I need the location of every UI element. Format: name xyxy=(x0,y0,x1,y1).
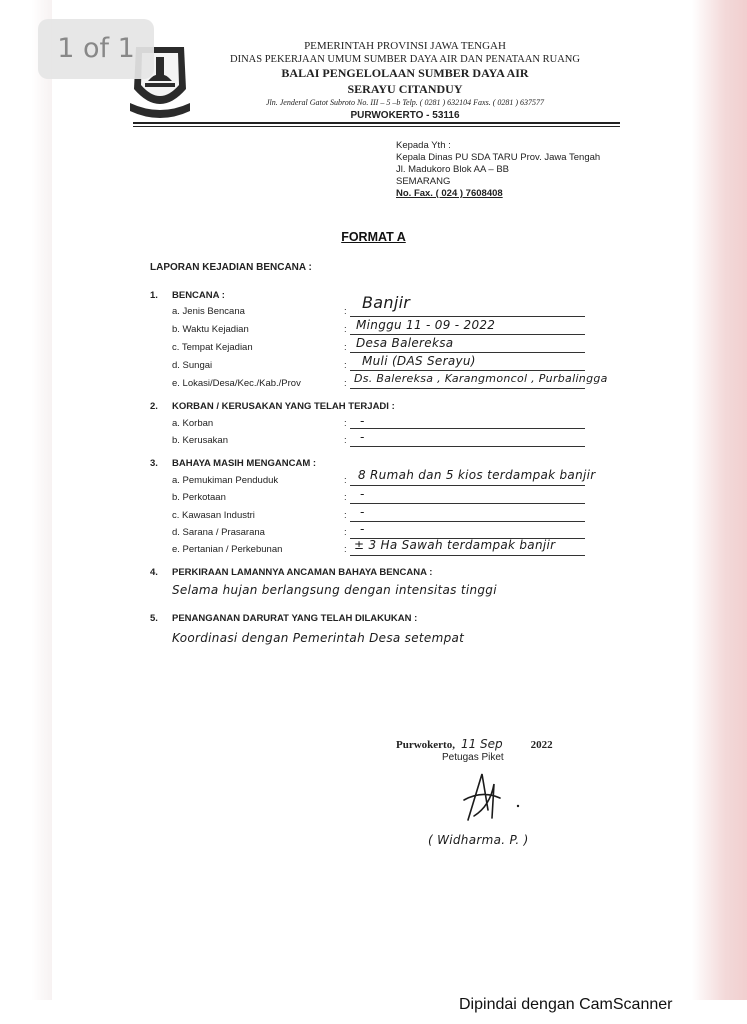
section-4-heading: 4. PERKIRAAN LAMANNYA ANCAMAN BAHAYA BENCANA : xyxy=(150,567,433,578)
letterhead-agency: BALAI PENGELOLAAN SUMBER DAYA AIR xyxy=(281,66,529,80)
addressee-street: Jl. Madukoro Blok AA – BB xyxy=(396,164,510,175)
letterhead xyxy=(190,40,620,123)
field-label-tempat-kejadian: c. Tempat Kejadian xyxy=(172,342,253,353)
addressee-recipient: Kepala Dinas PU SDA TARU Prov. Jawa Tengah xyxy=(396,152,601,163)
field-value-perkotaan: - xyxy=(360,487,365,501)
paper-shadow-left xyxy=(0,0,52,1000)
letterhead-rule-thick xyxy=(133,122,620,124)
field-label-pemukiman: a. Pemukiman Penduduk xyxy=(172,475,279,486)
field-value-waktu-kejadian: Minggu 11 - 09 - 2022 xyxy=(356,318,496,332)
page-count-badge: 1 of 1 xyxy=(38,19,154,79)
format-title: FORMAT A xyxy=(341,230,406,244)
field-value-lokasi: Ds. Balereksa , Karangmoncol , Purbalingga xyxy=(354,372,608,385)
field-label-pertanian: e. Pertanian / Perkebunan xyxy=(172,544,283,555)
place-date xyxy=(396,737,553,751)
field-label-jenis-bencana: a. Jenis Bencana xyxy=(172,306,245,317)
signer-name: ( Widharma. P. ) xyxy=(428,833,529,847)
field-label-sarana-prasarana: d. Sarana / Prasarana xyxy=(172,527,265,538)
place: Purwokerto, xyxy=(396,739,455,751)
section-2-heading: 2. KORBAN / KERUSAKAN YANG TELAH TERJADI : xyxy=(150,401,395,412)
handwritten-signature xyxy=(438,770,528,825)
field-label-lokasi: e. Lokasi/Desa/Kec./Kab./Prov xyxy=(172,378,301,389)
year: 2022 xyxy=(530,739,553,751)
paper-shadow-right xyxy=(692,0,747,1000)
report-title: LAPORAN KEJADIAN BENCANA : xyxy=(150,262,312,273)
field-label-kawasan-industri: c. Kawasan Industri xyxy=(172,510,255,521)
addressee-fax: No. Fax. ( 024 ) 7608408 xyxy=(396,188,503,199)
field-value-korban: - xyxy=(360,414,365,428)
addressee-city: SEMARANG xyxy=(396,176,451,187)
field-value-kawasan-industri: - xyxy=(360,505,365,519)
letterhead-address: Jln. Jenderal Gatot Subroto No. III – 5 –b Telp. ( 0281 ) 632104 Faxs. ( 0281 ) 637577 xyxy=(265,98,545,107)
field-value-pemukiman: 8 Rumah dan 5 kios terdampak banjir xyxy=(358,468,596,482)
field-label-sungai: d. Sungai xyxy=(172,360,213,371)
letterhead-division: SERAYU CITANDUY xyxy=(347,82,463,96)
letterhead-rule-thin xyxy=(133,126,620,127)
field-value-sarana-prasarana: - xyxy=(360,522,365,536)
field-value-kerusakan: - xyxy=(360,430,365,444)
field-value-tempat-kejadian: Desa Balereksa xyxy=(356,336,454,350)
officer-title: Petugas Piket xyxy=(442,752,504,763)
section-1-heading: 1. BENCANA : xyxy=(150,290,225,301)
field-value-sungai: Muli (DAS Serayu) xyxy=(362,354,476,368)
field-label-perkotaan: b. Perkotaan xyxy=(172,492,226,503)
field-label-korban: a. Korban xyxy=(172,418,214,429)
field-value-perkiraan-ancaman: Selama hujan berlangsung dengan intensitas tinggi xyxy=(172,583,497,597)
addressee-salutation: Kepada Yth : xyxy=(396,140,451,151)
section-5-heading: 5. PENANGANAN DARURAT YANG TELAH DILAKUKAN : xyxy=(150,613,418,624)
addressee-block xyxy=(396,140,600,200)
date-handwritten: 11 Sep xyxy=(460,737,503,751)
letterhead-city: PURWOKERTO - 53116 xyxy=(350,110,460,121)
field-label-waktu-kejadian: b. Waktu Kejadian xyxy=(172,324,249,335)
field-value-jenis-bencana: Banjir xyxy=(362,293,411,312)
field-value-pertanian: ± 3 Ha Sawah terdampak banjir xyxy=(354,538,556,552)
letterhead-government: PEMERINTAH PROVINSI JAWA TENGAH xyxy=(304,40,506,52)
field-label-kerusakan: b. Kerusakan xyxy=(172,435,228,446)
field-value-penanganan-darurat: Koordinasi dengan Pemerintah Desa setempat xyxy=(172,631,465,645)
camscanner-watermark: Dipindai dengan CamScanner xyxy=(459,996,673,1013)
letterhead-department: DINAS PEKERJAAN UMUM SUMBER DAYA AIR DAN PENATAAN RUANG xyxy=(230,54,580,65)
section-3-heading: 3. BAHAYA MASIH MENGANCAM : xyxy=(150,458,317,469)
